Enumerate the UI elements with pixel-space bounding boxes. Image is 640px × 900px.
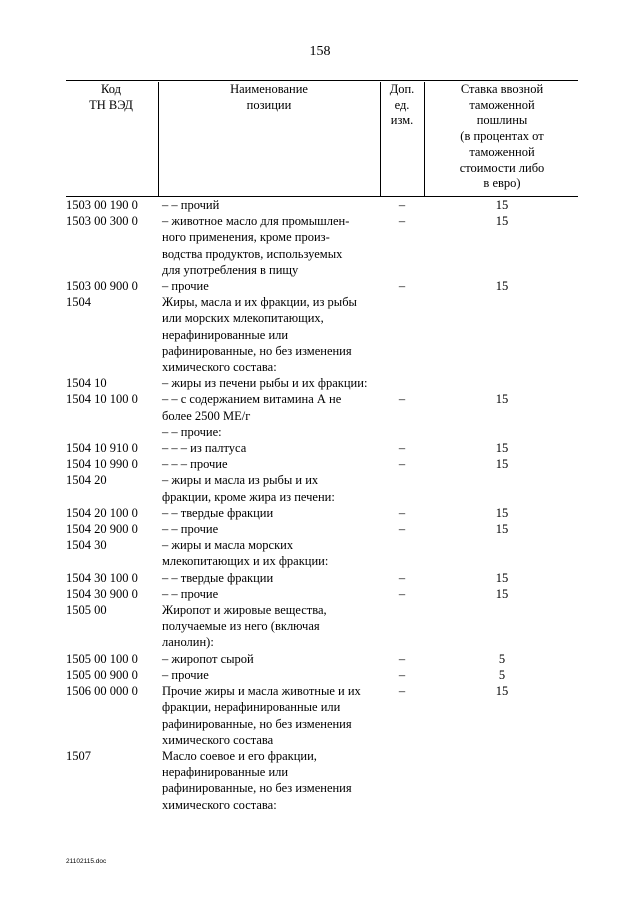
row-name-line: – жиры из печени рыбы и их фракции: bbox=[162, 376, 368, 391]
row-code: 1504 30 100 0 bbox=[66, 570, 138, 585]
row-code: 1504 20 100 0 bbox=[66, 505, 138, 520]
row-name-line: Масло соевое и его фракции, bbox=[162, 748, 317, 763]
header-rate-line: в евро) bbox=[483, 176, 521, 191]
row-name bbox=[162, 424, 378, 440]
row-name-line: химического состава: bbox=[162, 797, 277, 812]
table-row bbox=[66, 570, 578, 586]
row-unit: – bbox=[398, 651, 406, 666]
table-row bbox=[66, 602, 578, 651]
row-code: 1506 00 000 0 bbox=[66, 684, 138, 699]
row-code: 1505 00 bbox=[66, 603, 107, 618]
row-unit: – bbox=[398, 392, 406, 407]
row-rate: 15 bbox=[495, 570, 509, 585]
row-code: 1504 30 bbox=[66, 538, 107, 553]
row-rate: 15 bbox=[495, 457, 509, 472]
row-name-line: химического состава bbox=[162, 732, 274, 747]
row-name-line: – – твердые фракции bbox=[162, 505, 274, 520]
row-name-line: водства продуктов, используемых bbox=[162, 246, 343, 261]
table-row bbox=[66, 505, 578, 521]
row-name-line: ланолин): bbox=[162, 635, 214, 650]
row-name-line: – – прочие: bbox=[162, 424, 222, 439]
row-unit: – bbox=[398, 457, 406, 472]
row-code: 1504 20 900 0 bbox=[66, 522, 138, 537]
row-name-line: нерафинированные или bbox=[162, 765, 289, 780]
page-number: 158 bbox=[309, 44, 331, 59]
row-unit: – bbox=[398, 667, 406, 682]
row-code: 1505 00 100 0 bbox=[66, 651, 138, 666]
row-name-line: Жиропот и жировые вещества, bbox=[162, 603, 327, 618]
row-code: 1504 10 910 0 bbox=[66, 441, 138, 456]
table-row bbox=[66, 197, 578, 213]
row-rate: 15 bbox=[495, 214, 509, 229]
row-name-line: или морских млекопитающих, bbox=[162, 311, 324, 326]
header-rate-line: Ставка ввозной bbox=[460, 82, 544, 96]
row-name bbox=[162, 570, 378, 586]
row-code: 1505 00 900 0 bbox=[66, 667, 138, 682]
row-name-line: – – твердые фракции bbox=[162, 570, 274, 585]
row-name-line: фракции, кроме жира из печени: bbox=[162, 489, 335, 504]
header-rate-line: пошлины bbox=[476, 113, 528, 128]
row-name bbox=[162, 651, 378, 667]
row-name-line: фракции, нерафинированные или bbox=[162, 700, 341, 715]
footer-filename: 21102115.doc bbox=[66, 858, 107, 865]
row-name bbox=[162, 375, 378, 391]
column-divider bbox=[424, 82, 425, 196]
row-name-line: – – прочие bbox=[162, 522, 219, 537]
header-name bbox=[160, 82, 378, 113]
table-row bbox=[66, 391, 578, 423]
row-rate: 15 bbox=[495, 198, 509, 212]
header-rate-line: таможенной bbox=[469, 97, 535, 112]
row-unit: – bbox=[398, 441, 406, 456]
header-unit-line: изм. bbox=[390, 113, 414, 128]
row-name-line: – – – прочие bbox=[162, 457, 228, 472]
row-code: 1504 30 900 0 bbox=[66, 586, 138, 601]
row-unit: – bbox=[398, 214, 406, 229]
row-name bbox=[162, 391, 378, 423]
table-row bbox=[66, 456, 578, 472]
row-name-line: рафинированные, но без изменения bbox=[162, 716, 352, 731]
row-rate: 15 bbox=[495, 279, 509, 294]
table-row bbox=[66, 472, 578, 504]
row-rate: 5 bbox=[498, 651, 506, 666]
table-row bbox=[66, 440, 578, 456]
table-body bbox=[66, 197, 578, 813]
row-name-line: более 2500 МЕ/г bbox=[162, 408, 251, 423]
row-name bbox=[162, 521, 378, 537]
table-row bbox=[66, 294, 578, 375]
header-name-line: позиции bbox=[246, 97, 292, 112]
table-row bbox=[66, 651, 578, 667]
table-row bbox=[66, 278, 578, 294]
row-name bbox=[162, 586, 378, 602]
row-unit: – bbox=[398, 570, 406, 585]
row-name bbox=[162, 197, 378, 213]
row-code: 1504 20 bbox=[66, 473, 107, 488]
row-unit: – bbox=[398, 586, 406, 601]
table-row bbox=[66, 537, 578, 569]
row-name-line: – жиры и масла из рыбы и их bbox=[162, 473, 319, 488]
row-name-line: нерафинированные или bbox=[162, 327, 289, 342]
row-name-line: – – прочие bbox=[162, 586, 219, 601]
header-rate-line: (в процентах от bbox=[460, 129, 544, 144]
row-unit: – bbox=[398, 505, 406, 520]
row-name-line: – жиры и масла морских bbox=[162, 538, 294, 553]
table-row bbox=[66, 586, 578, 602]
row-name-line: рафинированные, но без изменения bbox=[162, 781, 352, 796]
table-row bbox=[66, 375, 578, 391]
row-code: 1503 00 190 0 bbox=[66, 198, 138, 212]
table-row bbox=[66, 683, 578, 748]
row-name-line: химического состава: bbox=[162, 360, 277, 375]
row-name bbox=[162, 294, 378, 375]
row-rate: 15 bbox=[495, 505, 509, 520]
row-name bbox=[162, 456, 378, 472]
column-divider bbox=[380, 82, 381, 196]
row-name-line: ного применения, кроме произ- bbox=[162, 230, 330, 245]
row-name-line: – – прочий bbox=[162, 198, 220, 212]
row-name-line: млекопитающих и их фракции: bbox=[162, 554, 329, 569]
row-code: 1503 00 300 0 bbox=[66, 214, 138, 229]
row-name-line: – – – из палтуса bbox=[162, 441, 247, 456]
table-row bbox=[66, 213, 578, 278]
row-name bbox=[162, 683, 378, 748]
row-name bbox=[162, 602, 378, 651]
row-name-line: рафинированные, но без изменения bbox=[162, 343, 352, 358]
row-unit: – bbox=[398, 522, 406, 537]
column-divider bbox=[158, 82, 159, 196]
row-rate: 5 bbox=[498, 667, 506, 682]
header-code-line: Код bbox=[101, 82, 121, 96]
row-code: 1503 00 900 0 bbox=[66, 279, 138, 294]
header-code-line: ТН ВЭД bbox=[89, 97, 133, 112]
row-code: 1504 10 990 0 bbox=[66, 457, 138, 472]
row-name-line: – – с содержанием витамина А не bbox=[162, 392, 342, 407]
row-name bbox=[162, 472, 378, 504]
row-rate: 15 bbox=[495, 586, 509, 601]
row-code: 1504 10 100 0 bbox=[66, 392, 138, 407]
row-name-line: – жиропот сырой bbox=[162, 651, 254, 666]
header-rate-line: стоимости либо bbox=[459, 160, 545, 175]
header-unit-line: ед. bbox=[394, 97, 410, 112]
row-name bbox=[162, 505, 378, 521]
row-name bbox=[162, 213, 378, 278]
row-name bbox=[162, 278, 378, 294]
row-unit: – bbox=[398, 279, 406, 294]
table-header bbox=[66, 82, 578, 196]
row-name bbox=[162, 748, 378, 813]
row-unit: – bbox=[398, 684, 406, 699]
table-row bbox=[66, 521, 578, 537]
table-row bbox=[66, 424, 578, 440]
row-rate: 15 bbox=[495, 684, 509, 699]
row-name-line: Жиры, масла и их фракции, из рыбы bbox=[162, 295, 357, 310]
row-rate: 15 bbox=[495, 522, 509, 537]
header-unit-line: Доп. bbox=[389, 82, 415, 96]
row-name-line: Прочие жиры и масла животные и их bbox=[162, 684, 361, 699]
row-name bbox=[162, 537, 378, 569]
row-rate: 15 bbox=[495, 441, 509, 456]
table-top-rule bbox=[66, 80, 578, 81]
header-rate bbox=[426, 82, 578, 192]
header-rate-line: таможенной bbox=[469, 144, 535, 159]
row-name-line: получаемые из него (включая bbox=[162, 619, 320, 634]
table-row bbox=[66, 748, 578, 813]
row-name-line: для употребления в пищу bbox=[162, 262, 299, 277]
row-rate: 15 bbox=[495, 392, 509, 407]
table-row bbox=[66, 667, 578, 683]
row-name bbox=[162, 440, 378, 456]
row-code: 1504 10 bbox=[66, 376, 107, 391]
row-name bbox=[162, 667, 378, 683]
row-name-line: – животное масло для промышлен- bbox=[162, 214, 350, 229]
row-name-line: – прочие bbox=[162, 667, 209, 682]
row-code: 1507 bbox=[66, 748, 91, 763]
row-name-line: – прочие bbox=[162, 279, 209, 294]
row-code: 1504 bbox=[66, 295, 91, 310]
header-unit bbox=[382, 82, 422, 129]
header-name-line: Наименование bbox=[230, 82, 308, 96]
row-unit: – bbox=[398, 198, 406, 212]
header-code bbox=[66, 82, 156, 113]
